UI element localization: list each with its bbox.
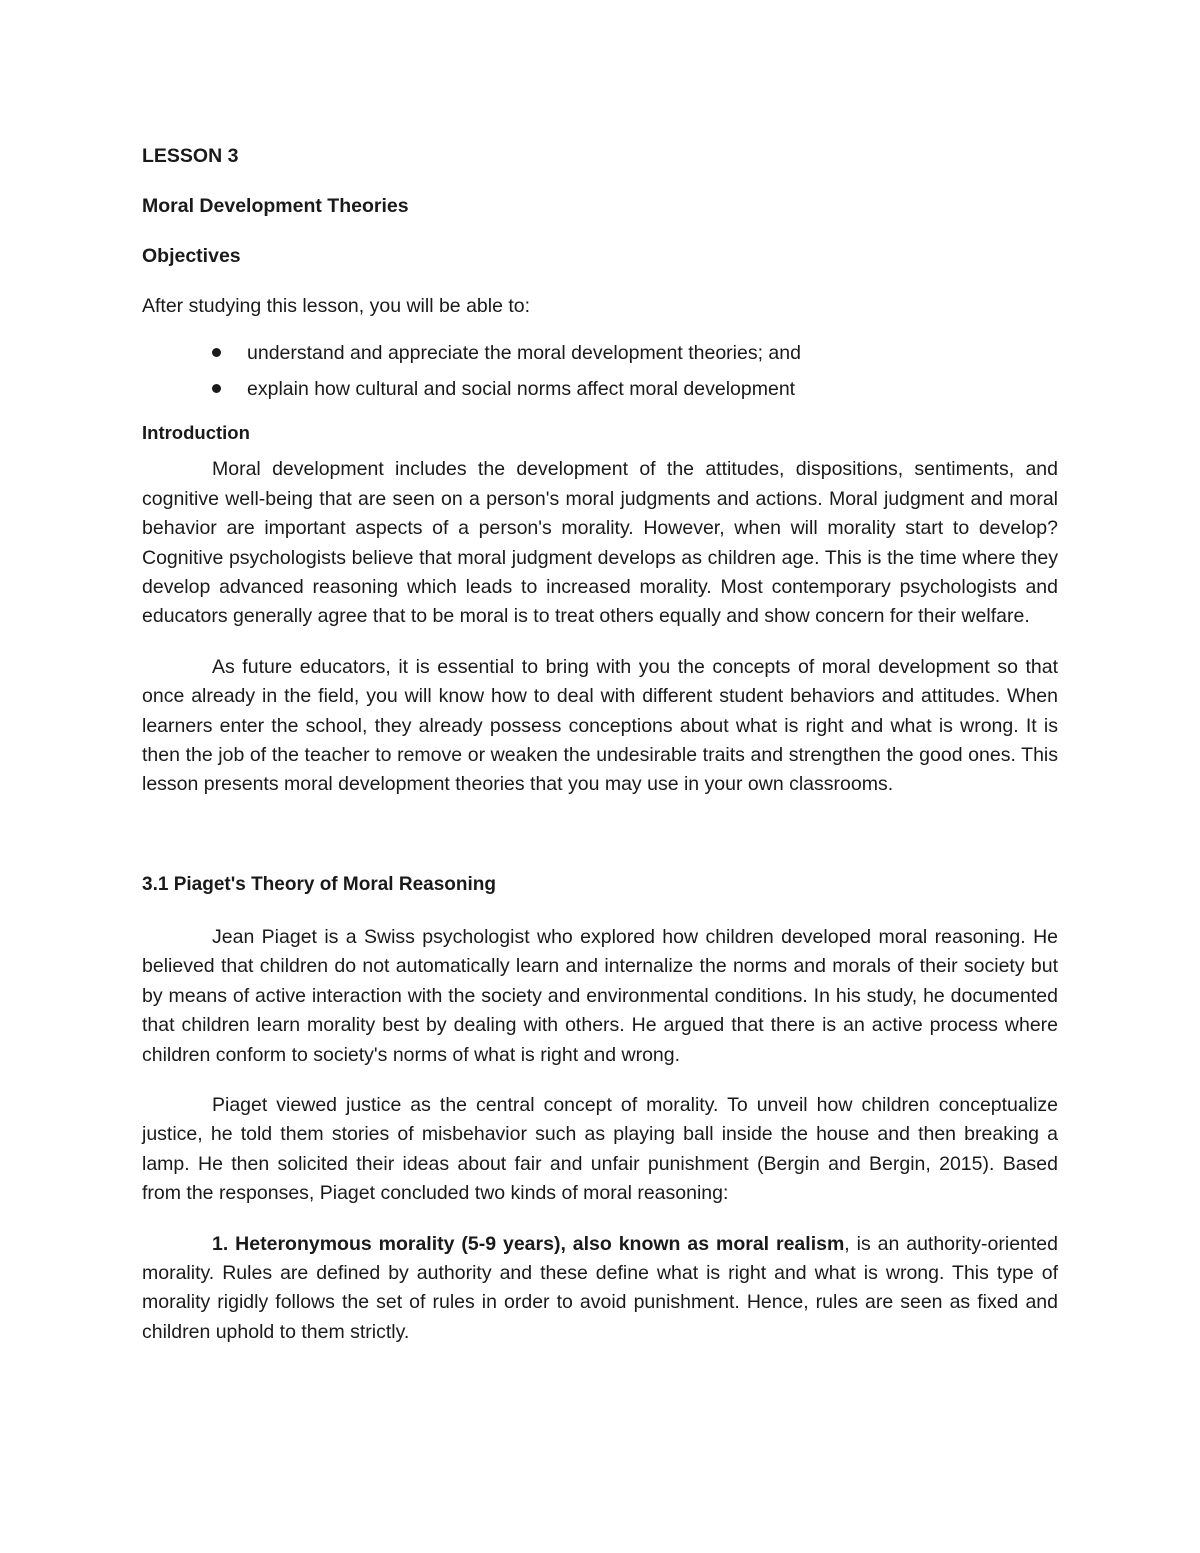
objective-item bbox=[142, 335, 1058, 371]
introduction-heading: Introduction bbox=[142, 422, 250, 444]
section-spacer bbox=[142, 821, 1058, 871]
moral-reasoning-item-1 bbox=[142, 1230, 1058, 1348]
introduction-paragraph: Moral development includes the development of the attitudes, dispositions, sentiments, and cognitive well-being that are seen on a person's moral judgments and actions. Moral judgment and moral behavior are important aspects of a person's morality. However, when will morality start to develop? Cognitive psychologists believe that moral judgment develops as children age. This is the time where they develop advanced reasoning which leads to increased morality. Most contemporary psychologists and educators generally agree that to be moral is to treat others equally and show concern for their welfare. bbox=[142, 458, 1058, 628]
objectives-heading: Objectives bbox=[142, 245, 241, 267]
objective-text: explain how cultural and social norms affect moral development bbox=[247, 378, 796, 401]
item-1-bold-lead: 1. Heteronymous morality (5-9 years), also known as moral realism bbox=[212, 1232, 845, 1255]
lesson-title: Moral Development Theories bbox=[142, 195, 409, 217]
objective-item bbox=[142, 371, 1058, 407]
lesson-label: LESSON 3 bbox=[142, 145, 239, 167]
bullet-icon bbox=[212, 348, 221, 357]
bullet-icon bbox=[212, 384, 221, 393]
objectives-list bbox=[142, 335, 1058, 407]
introduction-paragraph: As future educators, it is essential to bring with you the concepts of moral development so that once already in the field, you will know how to deal with different student behaviors and attitudes. When learners enter the school, they already possess conceptions about what is right and what is wrong. It is then the job of the teacher to remove or weaken the undesirable traits and strengthen the good ones. This lesson presents moral development theories that you may use in your own classrooms. bbox=[142, 655, 1058, 796]
section-paragraph: Piaget viewed justice as the central concept of morality. To unveil how children conceptualize justice, he told them stories of misbehavior such as playing ball inside the house and then breaking a lamp. He then solicited their ideas about fair and unfair punishment (Bergin and Bergin, 2015). Based from the responses, Piaget concluded two kinds of moral reasoning: bbox=[142, 1093, 1058, 1205]
document-content bbox=[142, 142, 1058, 1347]
objectives-lead: After studying this lesson, you will be able to: bbox=[142, 295, 531, 317]
objective-text: understand and appreciate the moral development theories; and bbox=[247, 342, 801, 365]
item-1-text: , is an authority-oriented morality. Rules are defined by authority and these define what is right and what is wrong. This type of morality rigidly follows the set of rules in order to avoid punishment. Hence, rules are seen as fixed and children uphold to them strictly. bbox=[142, 1232, 1058, 1343]
section-heading: 3.1 Piaget's Theory of Moral Reasoning bbox=[142, 873, 496, 895]
section-paragraph: Jean Piaget is a Swiss psychologist who explored how children developed moral reasoning. He believed that children do not automatically learn and internalize the norms and morals of their society but by means of active interaction with the society and environmental conditions. In his study, he documented that children learn morality best by dealing with others. He argued that there is an active process where children conform to society's norms of what is right and wrong. bbox=[142, 925, 1058, 1066]
